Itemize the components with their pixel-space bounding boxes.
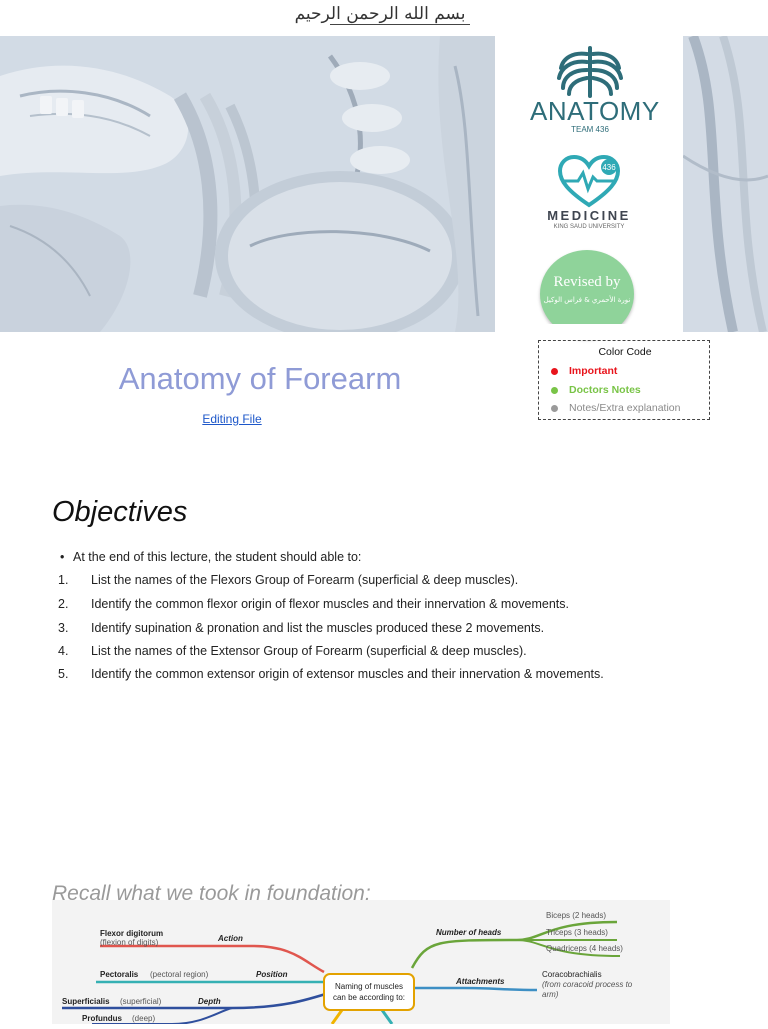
objective-number: 4.	[58, 644, 69, 658]
legend-label-extra-notes: Notes/Extra explanation	[569, 402, 681, 414]
branch-label-depth: Depth	[198, 997, 221, 1006]
objective-number: 1.	[58, 573, 69, 587]
anatomy-logo-title: ANATOMY	[530, 96, 660, 126]
term-note: (pectoral region)	[150, 970, 209, 979]
objective-item	[58, 667, 604, 681]
term-label: Profundus	[82, 1014, 122, 1023]
objective-item	[58, 597, 569, 611]
leaf-label: arm)	[542, 990, 559, 999]
legend-item-doctors-notes	[551, 384, 641, 396]
grey-dot-icon	[551, 405, 558, 412]
medicine-logo-subtitle: KING SAUD UNIVERSITY	[553, 224, 625, 230]
term-note: (deep)	[132, 1014, 156, 1023]
action-branch	[100, 946, 324, 972]
bismillah-calligraphy: بسم الله الرحمن الرحيم	[294, 4, 466, 24]
red-dot-icon	[551, 368, 558, 375]
anatomy-logo-team: TEAM 436	[571, 125, 609, 134]
leaf-label: (from coracoid process to	[542, 980, 633, 989]
legend-label-doctors-notes: Doctors Notes	[569, 384, 641, 396]
heart-logo-icon	[548, 153, 630, 209]
objective-number: 2.	[58, 597, 69, 611]
term-note: (superficial)	[120, 997, 162, 1006]
recall-heading: Recall what we took in foundation:	[52, 882, 371, 905]
green-dot-icon	[551, 387, 558, 394]
objectives-heading: Objectives	[52, 496, 188, 528]
branch-label-position: Position	[256, 970, 288, 979]
objective-text: Identify the common extensor origin of extensor muscles and their innervation & movements.	[91, 667, 604, 681]
objective-number: 3.	[58, 621, 69, 635]
revised-label: Revised by	[553, 274, 621, 290]
page-title: Anatomy of Forearm	[118, 361, 402, 396]
center-node-line: Naming of muscles	[334, 982, 404, 991]
revised-names: نورة الأحمري & فراس الوكيل	[543, 296, 631, 304]
leaf-label: Quadriceps (4 heads)	[546, 944, 623, 953]
color-code-legend	[538, 340, 710, 420]
objective-text: List the names of the Flexors Group of Forearm (superficial & deep muscles).	[91, 573, 519, 587]
bottom-branch	[332, 1010, 342, 1024]
leaf-label: Coracobrachialis	[542, 970, 602, 979]
objective-text: List the names of the Extensor Group of Forearm (superficial & deep muscles).	[91, 644, 527, 658]
anatomy-illustration	[0, 36, 495, 332]
branch-label-attachments: Attachments	[456, 977, 505, 986]
objective-text: Identify supination & pronation and list the muscles produced these 2 movements.	[91, 621, 545, 635]
calligraphy-stroke	[330, 24, 470, 25]
bullet-icon: •	[60, 550, 65, 564]
legend-label-important: Important	[569, 365, 618, 377]
mindmap-center-node	[324, 974, 414, 1010]
medicine-logo-title: MEDICINE	[547, 208, 631, 223]
bottom-branch	[382, 1010, 392, 1024]
leaf-label: Biceps (2 heads)	[546, 911, 607, 920]
badge-cap	[544, 324, 630, 340]
center-node-line: can be according to:	[332, 993, 406, 1002]
legend-item-important	[551, 365, 617, 377]
objective-number: 5.	[58, 667, 69, 681]
term-label: Pectoralis	[100, 970, 139, 979]
objectives-intro	[60, 550, 361, 564]
legend-item-extra-notes	[551, 402, 680, 414]
objective-item	[58, 573, 518, 587]
branch-label-heads: Number of heads	[436, 928, 502, 937]
objective-item	[58, 621, 544, 635]
term-label: Flexor digitorum	[100, 929, 164, 938]
muscle-naming-mindmap	[52, 900, 670, 1024]
objectives-intro-text: At the end of this lecture, the student should able to:	[73, 550, 362, 564]
term-note: (flexion of digits)	[100, 938, 159, 947]
attachments-branch	[412, 988, 537, 990]
revised-by-badge	[540, 250, 634, 338]
term-label: Superficialis	[62, 997, 110, 1006]
medicine-badge-text: 436	[602, 163, 616, 172]
color-code-heading: Color Code	[598, 346, 652, 358]
anatomy-illustration-side	[683, 36, 768, 332]
branch-label-action: Action	[218, 934, 243, 943]
leaf-label: Triceps (3 heads)	[546, 928, 608, 937]
objective-text: Identify the common flexor origin of flexor muscles and their innervation & movements.	[91, 597, 569, 611]
editing-file-link[interactable]: Editing File	[202, 412, 262, 426]
objective-item	[58, 644, 527, 658]
